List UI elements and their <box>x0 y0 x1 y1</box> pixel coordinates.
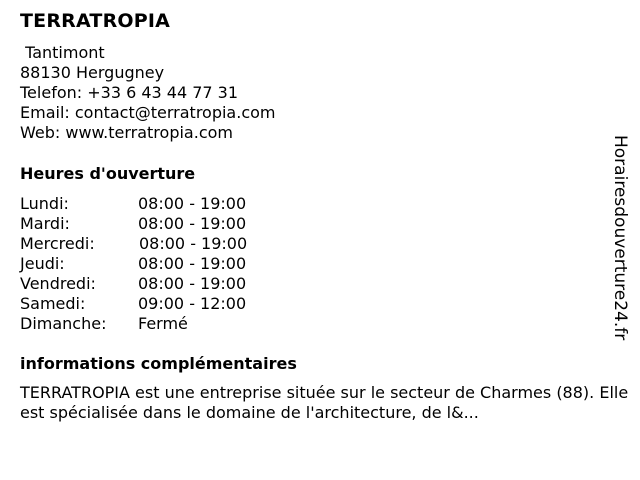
hours-row-tuesday <box>20 214 280 234</box>
address-line-street: Tantimont <box>20 43 105 62</box>
time-value: 08:00 - 19:00 <box>139 234 248 253</box>
day-label: Vendredi: <box>20 274 96 293</box>
contact-block <box>20 43 276 143</box>
site-watermark: Horairesdouverture24.fr <box>610 135 630 341</box>
time-value: 08:00 - 19:00 <box>138 194 247 213</box>
business-description: TERRATROPIA est une entreprise située sur le secteur de Charmes (88). Elle est spécialisée dans le domaine de l'architecture, de l&... <box>20 383 629 422</box>
hours-row-monday <box>20 194 280 214</box>
time-value: 08:00 - 19:00 <box>138 254 247 273</box>
time-value: 08:00 - 19:00 <box>138 214 247 233</box>
day-label: Dimanche: <box>20 314 107 333</box>
additional-info-heading: informations complémentaires <box>20 354 297 373</box>
hours-row-saturday <box>20 294 280 314</box>
time-value: 08:00 - 19:00 <box>138 274 247 293</box>
day-label: Mercredi: <box>20 234 95 253</box>
opening-hours-heading: Heures d'ouverture <box>20 164 196 183</box>
hours-row-thursday <box>20 254 280 274</box>
hours-row-wednesday <box>20 234 280 254</box>
day-label: Jeudi: <box>20 254 65 273</box>
day-label: Samedi: <box>20 294 86 313</box>
web-text: Web: www.terratropia.com <box>20 123 233 142</box>
business-name: TERRATROPIA <box>20 10 171 32</box>
hours-row-sunday <box>20 314 280 334</box>
time-value: 09:00 - 12:00 <box>138 294 247 313</box>
phone-text: Telefon: +33 6 43 44 77 31 <box>20 83 239 102</box>
address-line-city: 88130 Hergugney <box>20 63 165 82</box>
email-text: Email: contact@terratropia.com <box>20 103 276 122</box>
day-label: Mardi: <box>20 214 70 233</box>
day-label: Lundi: <box>20 194 69 213</box>
hours-row-friday <box>20 274 280 294</box>
opening-hours-table <box>20 194 280 334</box>
time-value: Fermé <box>138 314 188 333</box>
